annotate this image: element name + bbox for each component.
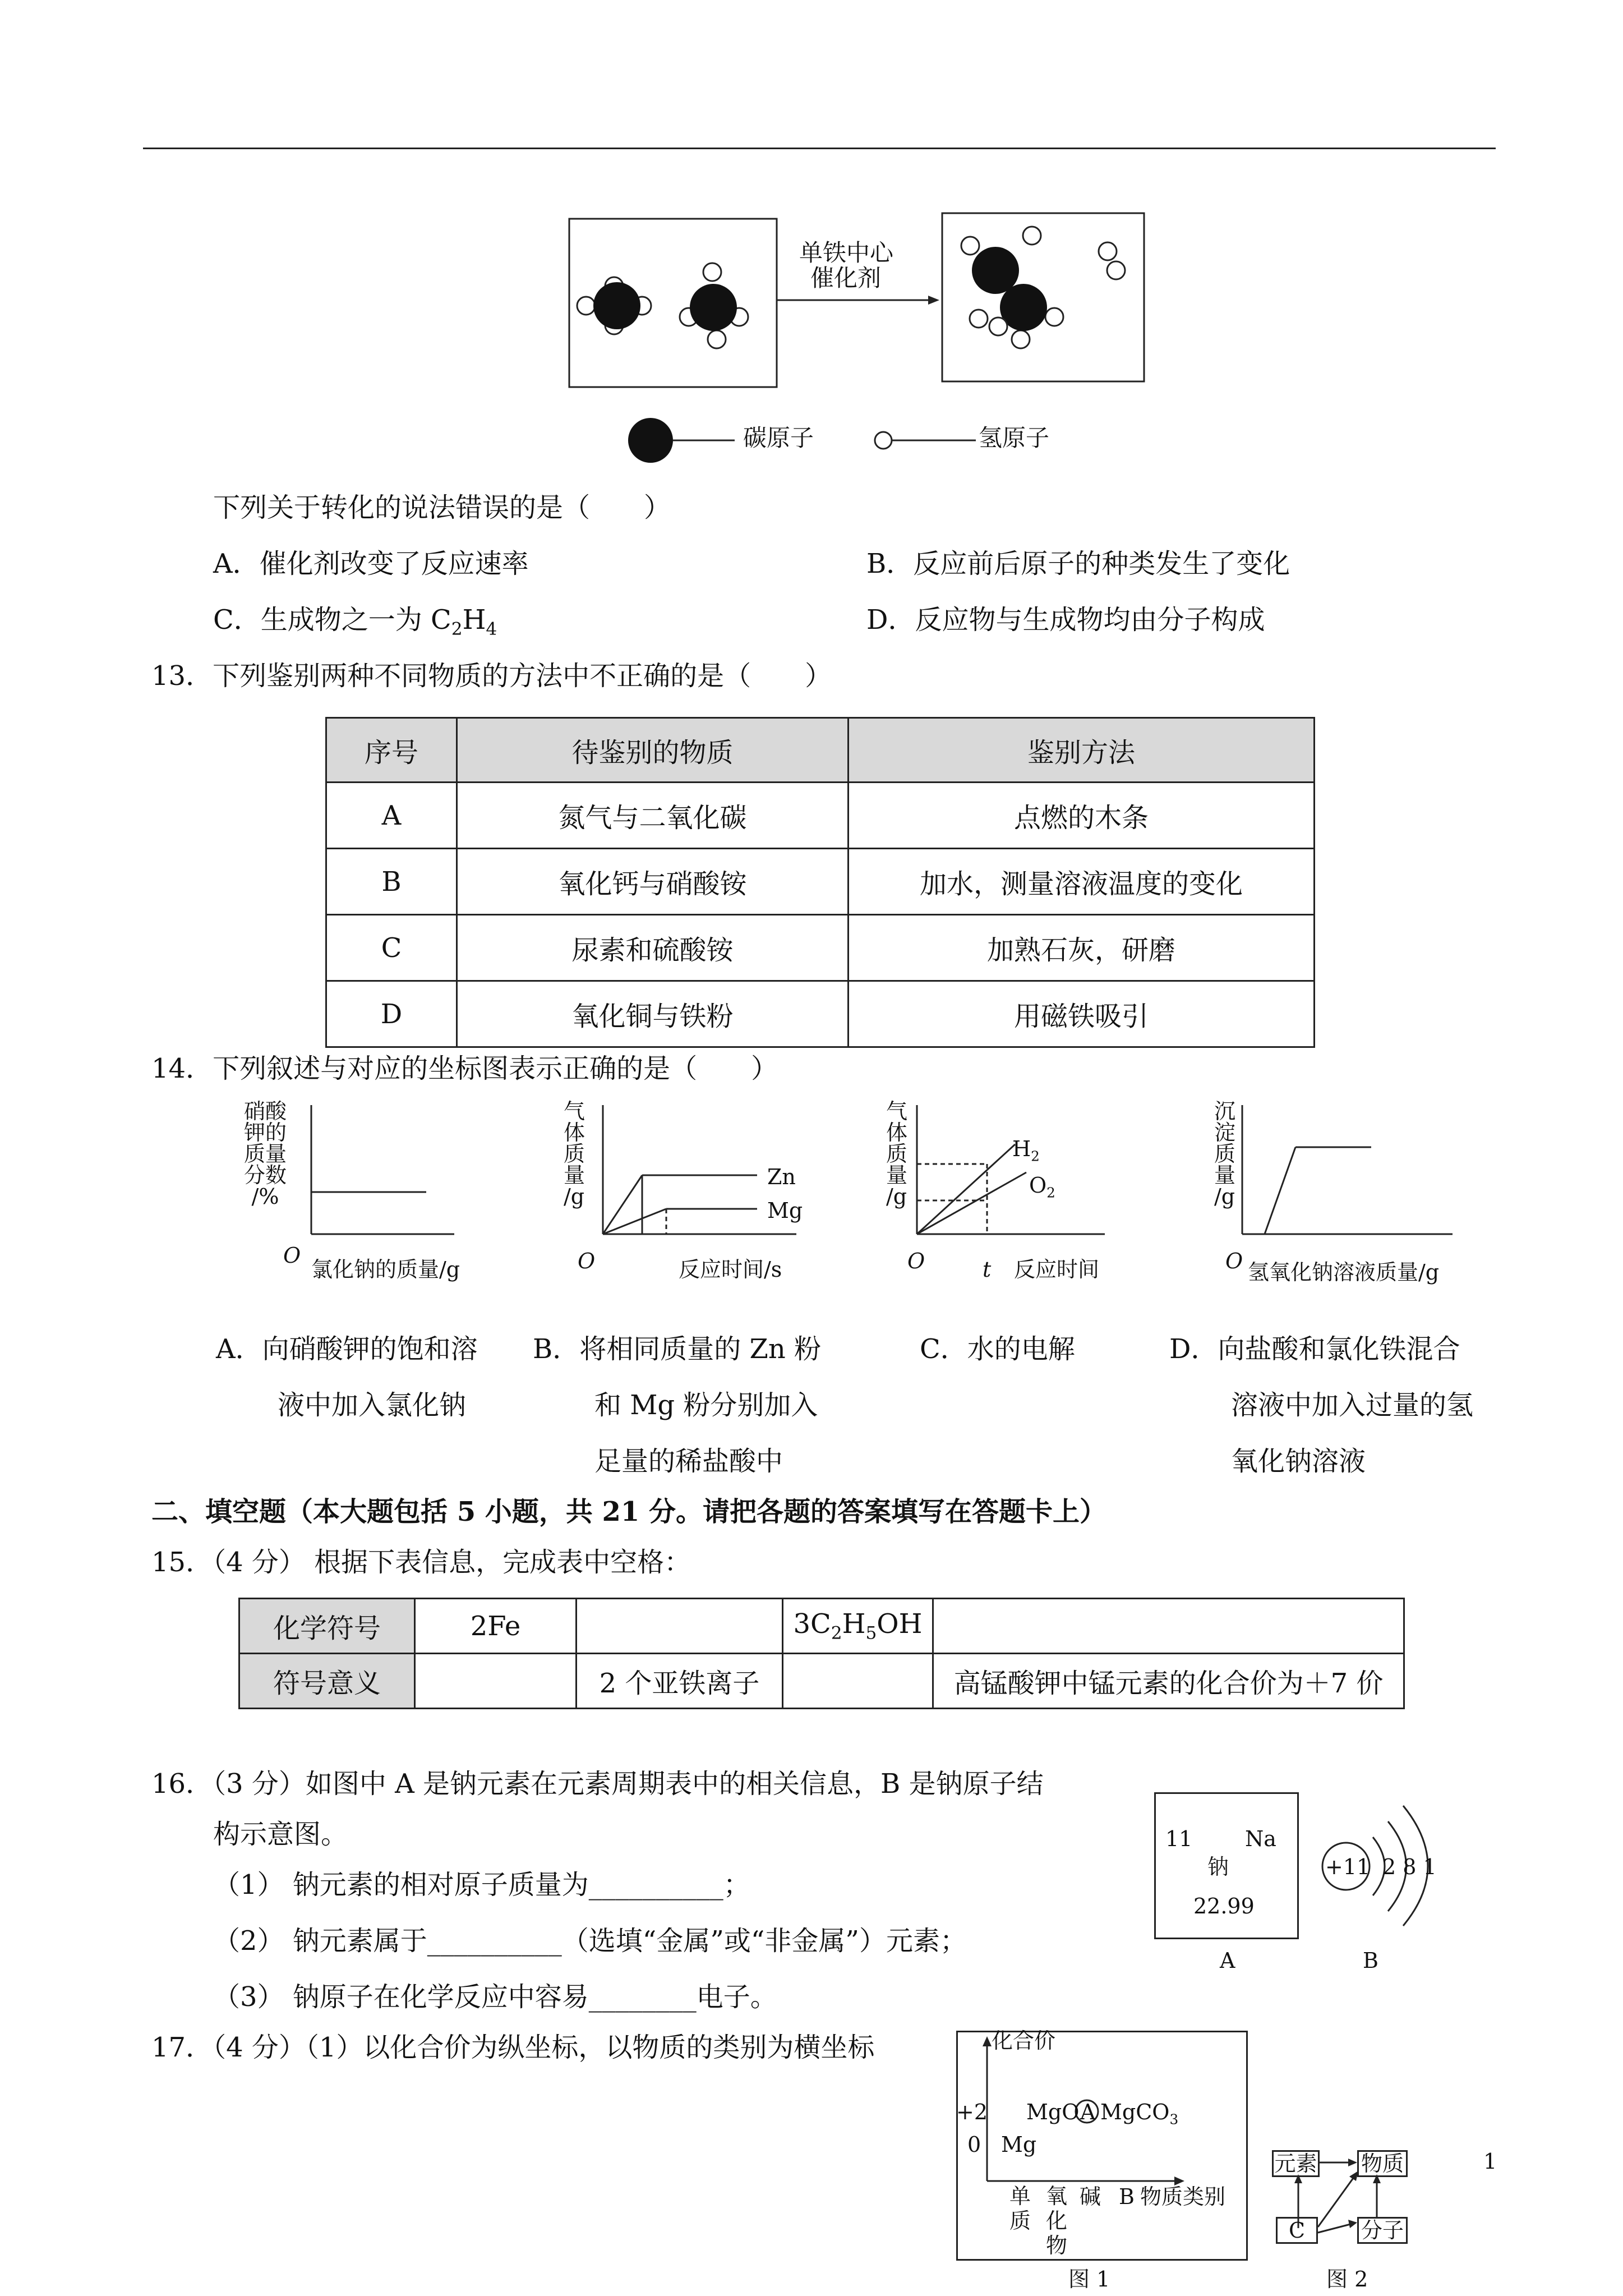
graph-d-xlabel: 氢氧化钠溶液质量/g <box>1248 1260 1440 1285</box>
table-cell: 高锰酸钾中锰元素的化合价为＋7 价 <box>933 1654 1404 1709</box>
header-cell: 待鉴别的物质 <box>457 718 849 783</box>
table-cell: 氧化钙与硝酸铵 <box>457 849 849 915</box>
arrow-head-icon <box>928 296 939 305</box>
graph-c-h2: $H_2$ <box>1012 1137 1040 1165</box>
q14-caption-c: C．水的电解 <box>920 1333 1075 1365</box>
fig2-molecule-box: 分子 <box>1357 2217 1408 2244</box>
legend-hydrogen: 氢原子 <box>979 424 1050 452</box>
q14-caption-d: D．向盐酸和氯化铁混合 溶液中加入过量的氢 氧化钠溶液 <box>1169 1333 1474 1477</box>
table-cell: B <box>326 849 457 915</box>
graph-b-origin: O <box>578 1249 596 1273</box>
graph-c-ylabel: 气 体 质 量 /g <box>886 1099 908 1209</box>
graph-c <box>909 1105 1110 1245</box>
table-cell: D <box>326 981 457 1047</box>
table-cell <box>933 1599 1404 1654</box>
q14-caption-b: B．将相同质量的 Zn 粉 和 Mg 粉分别加入 足量的稀盐酸中 <box>533 1333 822 1477</box>
table-cell: $3C_2H_5OH$ <box>783 1599 933 1654</box>
graph-d-origin: O <box>1225 1249 1243 1273</box>
table-row <box>326 783 1315 849</box>
q12-option-d: D．反应物与生成物均由分子构成 <box>866 604 1265 636</box>
section-2-heading: 二、填空题（本大题包括 5 小题，共 21 分。请把各题的答案填写在答题卡上） <box>151 1496 1107 1527</box>
q14-caption-a: A．向硝酸钾的饱和溶 液中加入氯化钠 <box>216 1333 478 1421</box>
methane-molecule <box>680 263 748 348</box>
fig1-caption: 图 1 <box>1068 2267 1110 2292</box>
table-cell: 加水，测量溶液温度的变化 <box>849 849 1315 915</box>
table-cell: 氮气与二氧化碳 <box>457 783 849 849</box>
table-cell: 化学符号 <box>239 1599 415 1654</box>
table-cell: A <box>326 783 457 849</box>
atom-nucleus-charge: +11 <box>1325 1855 1371 1879</box>
table-cell: 2 个亚铁离子 <box>577 1654 783 1709</box>
fig1-mg: Mg <box>1001 2132 1037 2157</box>
ethylene-molecule <box>961 227 1063 348</box>
hydrogen-molecule <box>1099 242 1125 279</box>
table-row <box>326 849 1315 915</box>
table-header-row <box>326 718 1315 783</box>
fig1-zero: 0 <box>967 2132 981 2157</box>
graph-c-xlabel: 反应时间 <box>1014 1257 1100 1282</box>
table-cell <box>783 1654 933 1709</box>
table-cell <box>577 1599 783 1654</box>
fig1-x-elemental: 单 质 <box>1009 2184 1031 2233</box>
mg-line <box>603 1209 666 1234</box>
q12-option-c: C．生成物之一为 $C_2H_4$ <box>213 604 497 639</box>
q16-part-3: （3） 钠原子在化学反应中容易________电子。 <box>213 1981 777 2013</box>
fig1-x-base: 碱 <box>1080 2184 1101 2209</box>
q13-table <box>325 717 1315 1048</box>
q15-table <box>238 1598 1405 1709</box>
element-mass: 22.99 <box>1193 1894 1255 1918</box>
q15-stem: 15．（4 分） 根据下表信息，完成表中空格： <box>151 1547 691 1578</box>
graph-b-ylabel: 气 体 质 量 /g <box>564 1099 585 1209</box>
h2-line <box>917 1144 1015 1234</box>
hydrogen-legend-icon <box>875 432 892 449</box>
fig1-ylabel: 化合价 <box>992 2028 1056 2053</box>
graph-b-xlabel: 反应时间/s <box>679 1257 782 1282</box>
table-cell: 氧化铜与铁粉 <box>457 981 849 1047</box>
fig1-mgco3: MgCO$_3$ <box>1100 2100 1179 2128</box>
o2-line <box>917 1172 1026 1234</box>
arrow-label-1: 单铁中心 <box>799 239 894 266</box>
table-row <box>239 1654 1404 1709</box>
table-cell: 加熟石灰，研磨 <box>849 915 1315 981</box>
graph-d <box>1234 1105 1458 1245</box>
fig1-x-b: B <box>1119 2184 1135 2209</box>
zn-line <box>603 1175 642 1234</box>
table-cell: 尿素和硫酸铵 <box>457 915 849 981</box>
element-symbol: Na <box>1245 1826 1276 1851</box>
fig1-mgo: MgO <box>1026 2100 1080 2124</box>
q16-stem-1: 16．（3 分）如图中 A 是钠元素在元素周期表中的相关信息，B 是钠原子结 <box>151 1768 1044 1800</box>
fig1-x-category: 物质类别 <box>1140 2184 1226 2209</box>
q12-option-a: A．催化剂改变了反应速率 <box>213 548 529 579</box>
q16-stem-2: 构示意图。 <box>213 1819 348 1850</box>
header-cell: 序号 <box>326 718 457 783</box>
methane-molecule <box>577 277 651 334</box>
q16-part-1: （1） 钠元素的相对原子质量为__________； <box>213 1869 750 1901</box>
fig2-element-box: 元素 <box>1272 2150 1320 2177</box>
table-cell: 2Fe <box>415 1599 577 1654</box>
graph-a <box>303 1105 460 1245</box>
q16-part-2: （2） 钠元素属于__________（选填“金属”或“非金属”）元素； <box>213 1925 967 1957</box>
table-cell: 点燃的木条 <box>849 783 1315 849</box>
element-number: 11 <box>1165 1826 1193 1851</box>
label-b: B <box>1363 1948 1378 1973</box>
page-number: 1 <box>1483 2149 1497 2174</box>
carbon-legend-icon <box>628 418 673 463</box>
q17-stem: 17．（4 分）（1）以化合价为纵坐标，以物质的类别为横坐标 <box>151 2032 875 2063</box>
q12-stem: 下列关于转化的说法错误的是（ ） <box>213 492 671 523</box>
label-a: A <box>1220 1948 1235 1973</box>
table-cell: 用磁铁吸引 <box>849 981 1315 1047</box>
q14-stem: 14．下列叙述与对应的坐标图表示正确的是（ ） <box>151 1053 778 1084</box>
fig2-substance-box: 物质 <box>1357 2150 1408 2177</box>
graph-d-ylabel: 沉 淀 质 量 /g <box>1214 1099 1236 1209</box>
legend-carbon: 碳原子 <box>743 424 814 452</box>
graph-b-mg: Mg <box>767 1198 803 1223</box>
fig1-plus2: +2 <box>956 2100 988 2124</box>
header-rule <box>143 148 1496 149</box>
arrow-label-2: 催化剂 <box>810 264 882 292</box>
atom-shells: 2 8 1 <box>1382 1855 1437 1879</box>
fig1-x-oxide: 氧 化 物 <box>1046 2184 1068 2258</box>
graph-a-ylabel: 硝酸 钾的 质量 分数 /% <box>244 1099 287 1209</box>
graph-c-t: t <box>983 1257 992 1282</box>
graph-b-zn: Zn <box>767 1165 796 1189</box>
fig1-circle-a: A <box>1080 2100 1096 2124</box>
graph-a-xlabel: 氯化钠的质量/g <box>311 1257 460 1282</box>
graph-c-origin: O <box>907 1249 925 1273</box>
table-cell: C <box>326 915 457 981</box>
q12-option-b: B．反应前后原子的种类发生了变化 <box>866 548 1290 579</box>
q13-stem: 13．下列鉴别两种不同物质的方法中不正确的是（ ） <box>151 660 832 692</box>
fig2-c-box: C <box>1276 2217 1318 2244</box>
table-row <box>239 1599 1404 1654</box>
fig2-caption: 图 2 <box>1326 2267 1368 2292</box>
table-row <box>326 915 1315 981</box>
table-cell <box>415 1654 577 1709</box>
header-cell: 鉴别方法 <box>849 718 1315 783</box>
element-name: 钠 <box>1207 1855 1229 1879</box>
graph-a-origin: O <box>283 1243 301 1268</box>
table-row <box>326 981 1315 1047</box>
graph-c-o2: $O_2$ <box>1029 1173 1055 1201</box>
table-cell: 符号意义 <box>239 1654 415 1709</box>
